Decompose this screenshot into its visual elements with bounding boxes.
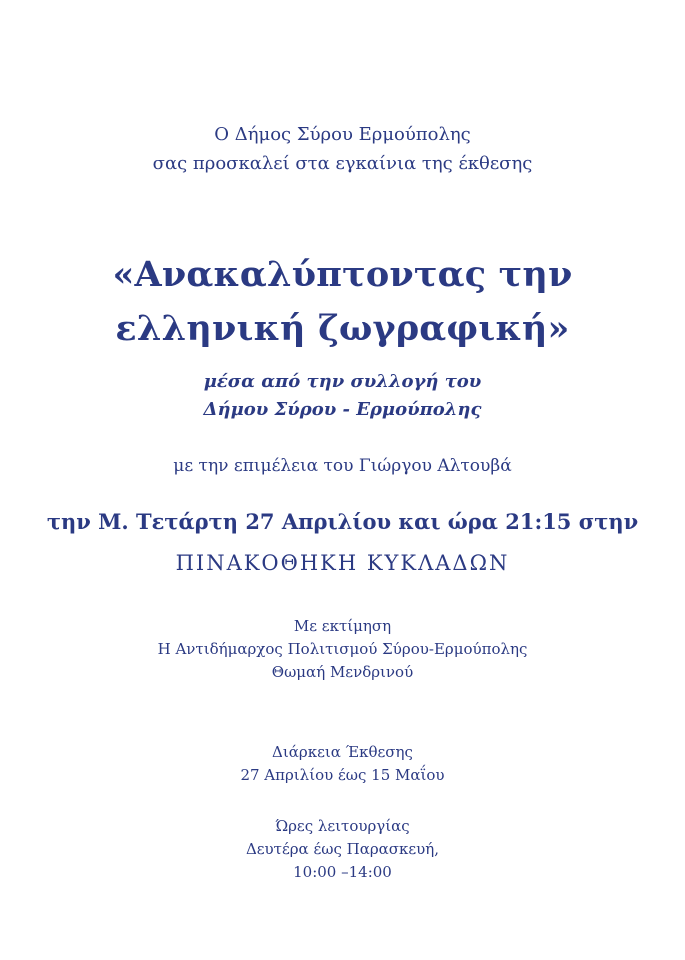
hours-days: Δευτέρα έως Παρασκευή, xyxy=(245,840,440,858)
exhibition-title-line-1: «Ανακαλύπτοντας την xyxy=(112,254,573,295)
speaker-line-2: Η Αντιδήμαρχος Πολιτισμού Σύρου-Ερμούπολης xyxy=(157,640,528,658)
speaker-line-3: Θωμαή Μενδρινού xyxy=(271,663,414,681)
intro-line-2: σας προσκαλεί στα εγκαίνια της έκθεσης xyxy=(152,153,533,174)
speaker-line-1: Με εκτίμηση xyxy=(293,617,392,635)
duration-label: Διάρκεια Έκθεσης xyxy=(272,743,413,761)
curator-line: με την επιμέλεια του Γιώργου Αλτουβά xyxy=(173,456,512,476)
intro-line-1: Ο Δήμος Σύρου Ερμούπολης xyxy=(214,124,471,145)
duration-dates: 27 Απριλίου έως 15 Μαΐου xyxy=(240,766,445,784)
subtitle-line-1: μέσα από την συλλογή του xyxy=(203,371,482,392)
opening-date-line: την Μ. Τετάρτη 27 Απριλίου και ώρα 21:15 στην xyxy=(46,509,639,534)
exhibition-title-line-2: ελληνική ζωγραφική» xyxy=(115,308,570,349)
hours-time: 10:00 –14:00 xyxy=(293,863,392,881)
venue-name: ΠΙΝΑΚΟΘΗΚΗ ΚΥΚΛΑΔΩΝ xyxy=(175,551,510,575)
hours-label: Ώρες λειτουργίας xyxy=(275,817,410,835)
subtitle-line-2: Δήμου Σύρου - Ερμούπολης xyxy=(203,399,482,420)
